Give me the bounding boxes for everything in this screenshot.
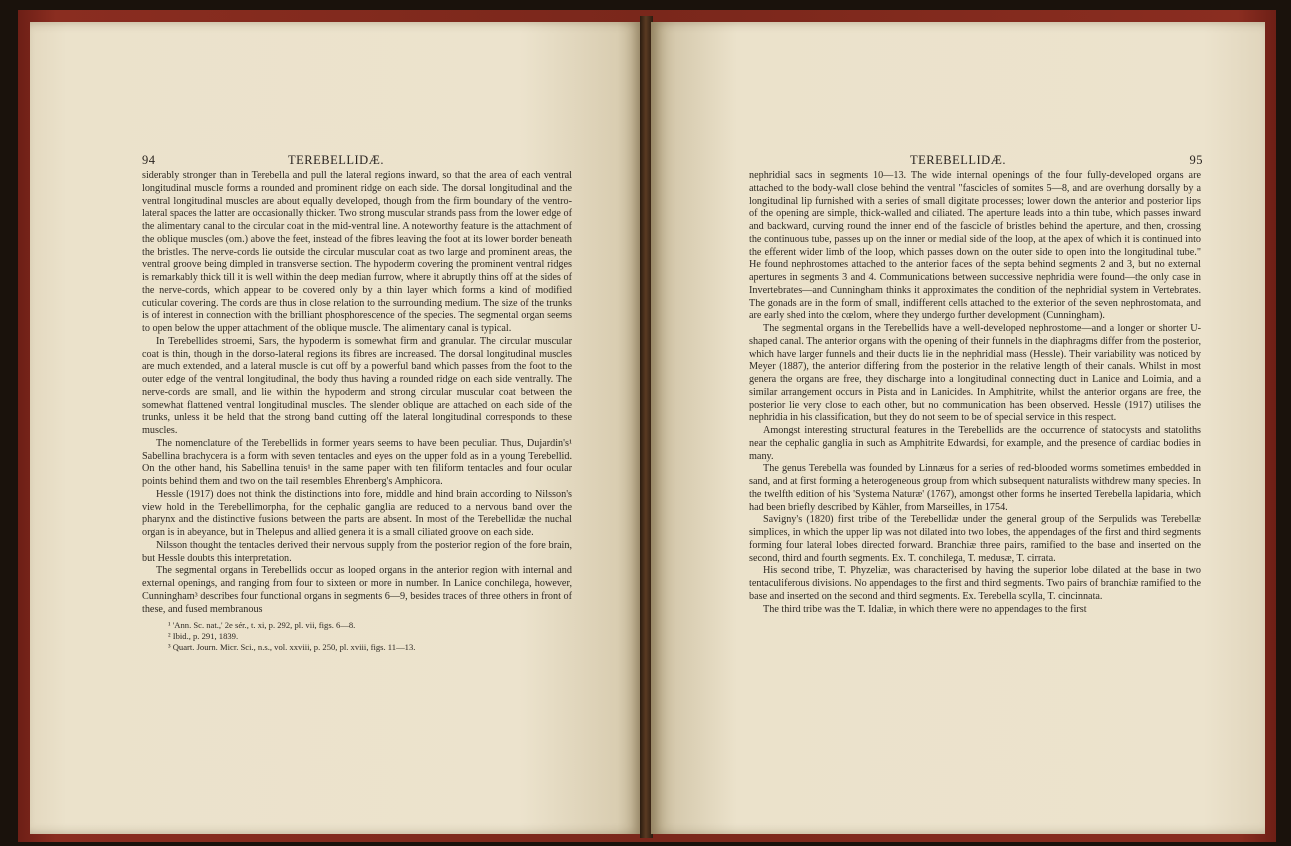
paragraph: In Terebellides stroemi, Sars, the hypoderm is somewhat firm and granular. The circular muscular coat is thin, though in the dorso-lateral regions its fibres are increased. The dorsal longitudinal muscles are much extended, and a lateral muscle is cut off by a powerful band which passes from the foot to the outer edge of the ventral longitudinal, the body thus having a rounded ridge on each side ventrally. The nerve-cords are small, and lie within the hypoderm and strong circular muscular coat between the somewhat flattened ventral longitudinal muscles. The slender oblique are attached on each side of the trunks, unless it be held that the strong band cutting off the lateral longitudinal corresponds to these muscles.: [142, 335, 572, 436]
right-page-number: 95: [1189, 153, 1203, 167]
paragraph: Amongst interesting structural features in the Terebellids are the occurrence of statocysts and statoliths near the cephalic ganglia in such as Amphitrite Edwardsi, for example, and the presence of cardiac bodies in many.: [749, 425, 1201, 462]
paragraph: The segmental organs in the Terebellids have a well-developed nephrostome—and a longer or shorter U-shaped canal. The anterior organs with the opening of their funnels in the diaphragms differ from the posterior, which have larger funnels and their ducts lie in the nephridial mass (Hessle). Their variability was noticed by Meyer (1887), the anterior differing from the posterior in the relative length of their canals. Whilst in most genera the organs are free, they discharge into a longitudinal connecting duct in Lanice and Loimia, and a similar arrangement occurs in Pista and in Lanicides. In Amphitrite, whilst the anterior organs are free, the posterior lie very close to each other, but no communication has been observed. Hessle (1917) utilises the nephridia in his classification, but they do not seem to be of special service in this respect.: [749, 323, 1201, 424]
footnote: ³ Quart. Journ. Micr. Sci., n.s., vol. xxviii, p. 250, pl. xviii, figs. 11—13.: [168, 642, 416, 653]
paragraph: siderably stronger than in Terebella and pull the lateral regions inward, so that the area of each ventral longitudinal muscle forms a rounded and prominent ridge on each side. The dorsal longitudinal and the ventral longitudinal muscles are about equally developed, though from the firm boundary of the ventro-lateral spaces the latter are occasionally thicker. Two strong muscular strands pass from the lower edge of the alimentary canal to the circular coat in the mid-ventral line. A noteworthy feature is the attachment of the oblique muscles (om.) above the feet, instead of the fibres leaving the foot at its lower border beneath the bristles. The nerve-cords lie outside the circular muscular coat as two large and prominent areas, the ventral groove being dimpled in transverse section. The hypoderm covering the prominent ventral ridges is remarkably thick till it is well within the deep median furrow, where it abruptly thins off at the sides of the nerve-cords, which appear to be covered only by a thin layer which forms a kind of modified cuticular covering. The cords are thus in close relation to the surrounding medium. The size of the trunks is of interest in connection with the brilliant phosphorescence of the species. The segmental organ seems to open below the upper attachment of the oblique muscle. The alimentary canal is typical.: [142, 170, 572, 334]
paragraph: The third tribe was the T. Idaliæ, in which there were no appendages to the first: [763, 603, 1087, 615]
footnotes: [142, 620, 572, 653]
right-running-head: [651, 153, 1265, 169]
footnote: ² Ibid., p. 291, 1839.: [168, 631, 239, 642]
paragraph: Savigny's (1820) first tribe of the Terebellidæ under the general group of the Serpulids was Terebellæ simplices, in which the upper lip was not dilated into two lobes, the appendages of the first and third segments forming four lateral lobes directed forward. Branchiæ three pairs, ramified to the base and inserted on the second, third and fourth segments. Ex. T. conchilega, T. medusæ, T. cirrata.: [749, 514, 1201, 564]
paragraph: Hessle (1917) does not think the distinctions into fore, middle and hind brain according to Nilsson's view hold in the Terebellimorpha, for the cephalic ganglia are reduced to a nervous band over the pharynx and the distinctive fusions between the parts are absent. In most of the Terebellidæ the nuchal organ is in abeyance, but in Thelepus and allied genera it is a small ciliated groove on each side.: [142, 488, 572, 538]
left-page: [30, 22, 642, 834]
right-body-text: [749, 170, 1201, 616]
right-running-title: TEREBELLIDÆ.: [910, 153, 1006, 167]
paragraph: nephridial sacs in segments 10—13. The wide internal openings of the four fully-developed organs are attached to the body-wall close behind the ventral "fascicles of somites 5—8, and are overhung dorsally by a longitudinal lip furnished with a series of small digitate processes; lower down the anterior and posterior lips of the opening are simple, thick-walled and ciliated. The aperture leads into a thin tube, which passes inward and backward, curving round the inner end of the fascicle of bristles behind the aperture, and then, crossing the continuous tube, passes up on the inner or medial side of the loop, at the apex of which it is continued into the efferent wider limb of the loop, which passes down on the outer side to open into the longitudinal tube." He found nephrostomes attached to the anterior faces of the septa behind segments 2 and 3, but no external apertures in segments 3 and 4. Communications between successive nephridia were found—the only case in Invertebrates—and Cunningham thinks it approximates the condition of the nephridial system in Vertebrates. The gonads are in the form of small, indifferent cells attached to the exterior of the seven nephrostomata, and are early shed into the cœlom, where they undergo further development (Cunningham).: [749, 170, 1201, 322]
paragraph: His second tribe, T. Phyzeliæ, was characterised by having the superior lobe dilated at the base in two tentaculiferous divisions. No appendages to the first and third segments. Two pairs of branchiæ ramified to the base and inserted on the second and third segments. Ex. Terebella scylla, T. cincinnata.: [749, 565, 1201, 602]
paragraph: The segmental organs in Terebellids occur as looped organs in the anterior region with internal and external openings, and ranging from four to sixteen or more in number. In Lanice conchilega, however, Cunningham³ describes four functional organs in segments 6—9, besides traces of three others in front of these, and fused membranous: [142, 565, 572, 615]
left-body-text: [142, 170, 572, 653]
paragraph: The genus Terebella was founded by Linnæus for a series of red-blooded worms sometimes embedded in sand, and at first forming a heterogeneous group from which subsequent naturalists withdrew many species. In the twelfth edition of his 'Systema Naturæ' (1767), amongst other forms he inserted Terebella lapidaria, which had been briefly described by Kähler, from Marseilles, in 1754.: [749, 463, 1201, 513]
paragraph: Nilsson thought the tentacles derived their nervous supply from the posterior region of the fore brain, but Hessle doubts this interpretation.: [142, 539, 572, 564]
right-page: [651, 22, 1265, 834]
left-running-title: TEREBELLIDÆ.: [288, 153, 384, 167]
left-running-head: [30, 153, 642, 169]
left-page-number: 94: [142, 153, 156, 167]
footnote: ¹ 'Ann. Sc. nat.,' 2e sér., t. xi, p. 292, pl. vii, figs. 6—8.: [168, 620, 356, 631]
paragraph: The nomenclature of the Terebellids in former years seems to have been peculiar. Thus, Dujardin's¹ Sabellina brachycera is a form with seven tentacles and eyes on the upper fold as in a young Terebellid. On the other hand, his Sabellina tenuis¹ in the same paper with ten filiform tentacles and four ocular points behind them and two on the tail resembles Ehrenberg's Amphicora.: [142, 437, 572, 487]
